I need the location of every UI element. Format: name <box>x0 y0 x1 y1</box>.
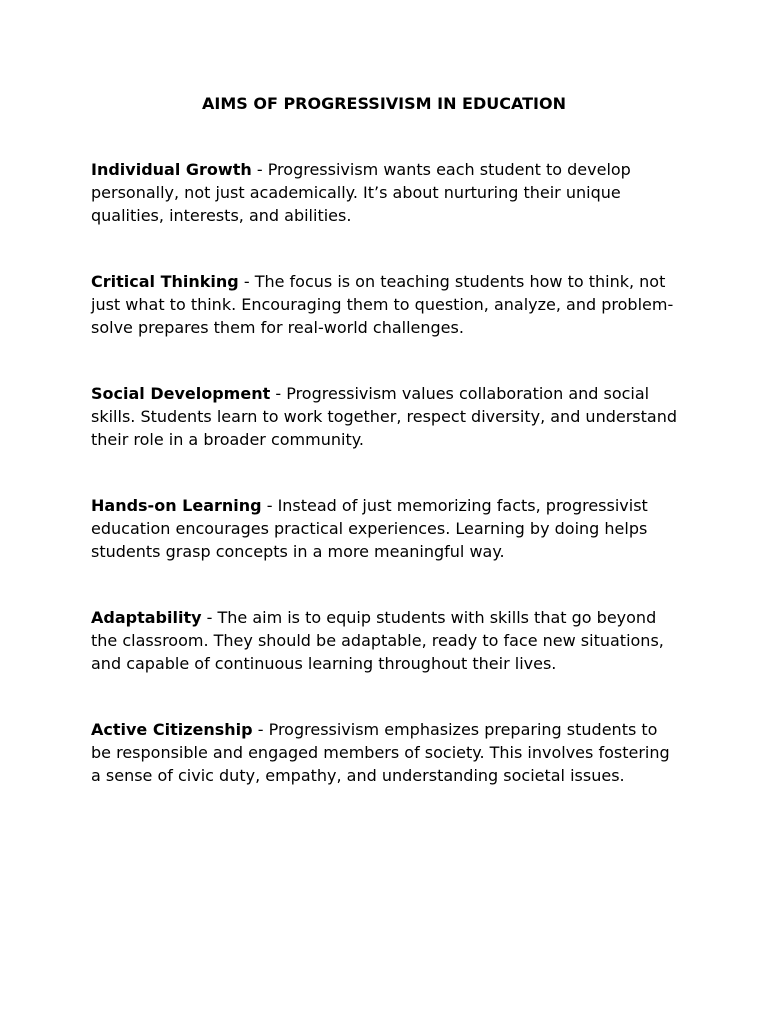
aim-description: Progressivism values collaboration and social skills. Students learn to work together, respect diversity, and understand their role in a broader community. <box>91 384 677 449</box>
aim-description: The aim is to equip students with skills that go beyond the classroom. They should be adaptable, ready to face new situations, and capable of continuous learning throughout their lives. <box>91 608 664 673</box>
aims-list <box>91 158 681 830</box>
aim-paragraph-adaptability <box>91 606 681 675</box>
aim-separator: - <box>252 720 269 739</box>
aim-term: Adaptability <box>91 608 202 627</box>
aim-paragraph-individual-growth <box>91 158 681 227</box>
aim-separator: - <box>238 272 255 291</box>
aim-description: Progressivism emphasizes preparing students to be responsible and engaged members of society. This involves fostering a sense of civic duty, empathy, and understanding societal issues. <box>91 720 670 785</box>
aim-description: The focus is on teaching students how to think, not just what to think. Encouraging them to question, analyze, and problem-solve prepares them for real-world challenges. <box>91 272 674 337</box>
aim-paragraph-active-citizenship <box>91 718 681 787</box>
aim-paragraph-hands-on-learning <box>91 494 681 563</box>
aim-description: Instead of just memorizing facts, progressivist education encourages practical experiences. Learning by doing helps students grasp concepts in a more meaningful way. <box>91 496 648 561</box>
aim-separator: - <box>261 496 278 515</box>
aim-description: Progressivism wants each student to develop personally, not just academically. It’s about nurturing their unique qualities, interests, and abilities. <box>91 160 631 225</box>
aim-separator: - <box>270 384 287 403</box>
aim-term: Hands-on Learning <box>91 496 262 515</box>
aim-term: Social Development <box>91 384 271 403</box>
aim-paragraph-critical-thinking <box>91 270 681 339</box>
aim-term: Critical Thinking <box>91 272 239 291</box>
document-title: AIMS OF PROGRESSIVISM IN EDUCATION <box>202 94 566 113</box>
aim-term: Active Citizenship <box>91 720 253 739</box>
aim-paragraph-social-development <box>91 382 681 451</box>
aim-separator: - <box>201 608 218 627</box>
aim-separator: - <box>251 160 268 179</box>
aim-term: Individual Growth <box>91 160 252 179</box>
